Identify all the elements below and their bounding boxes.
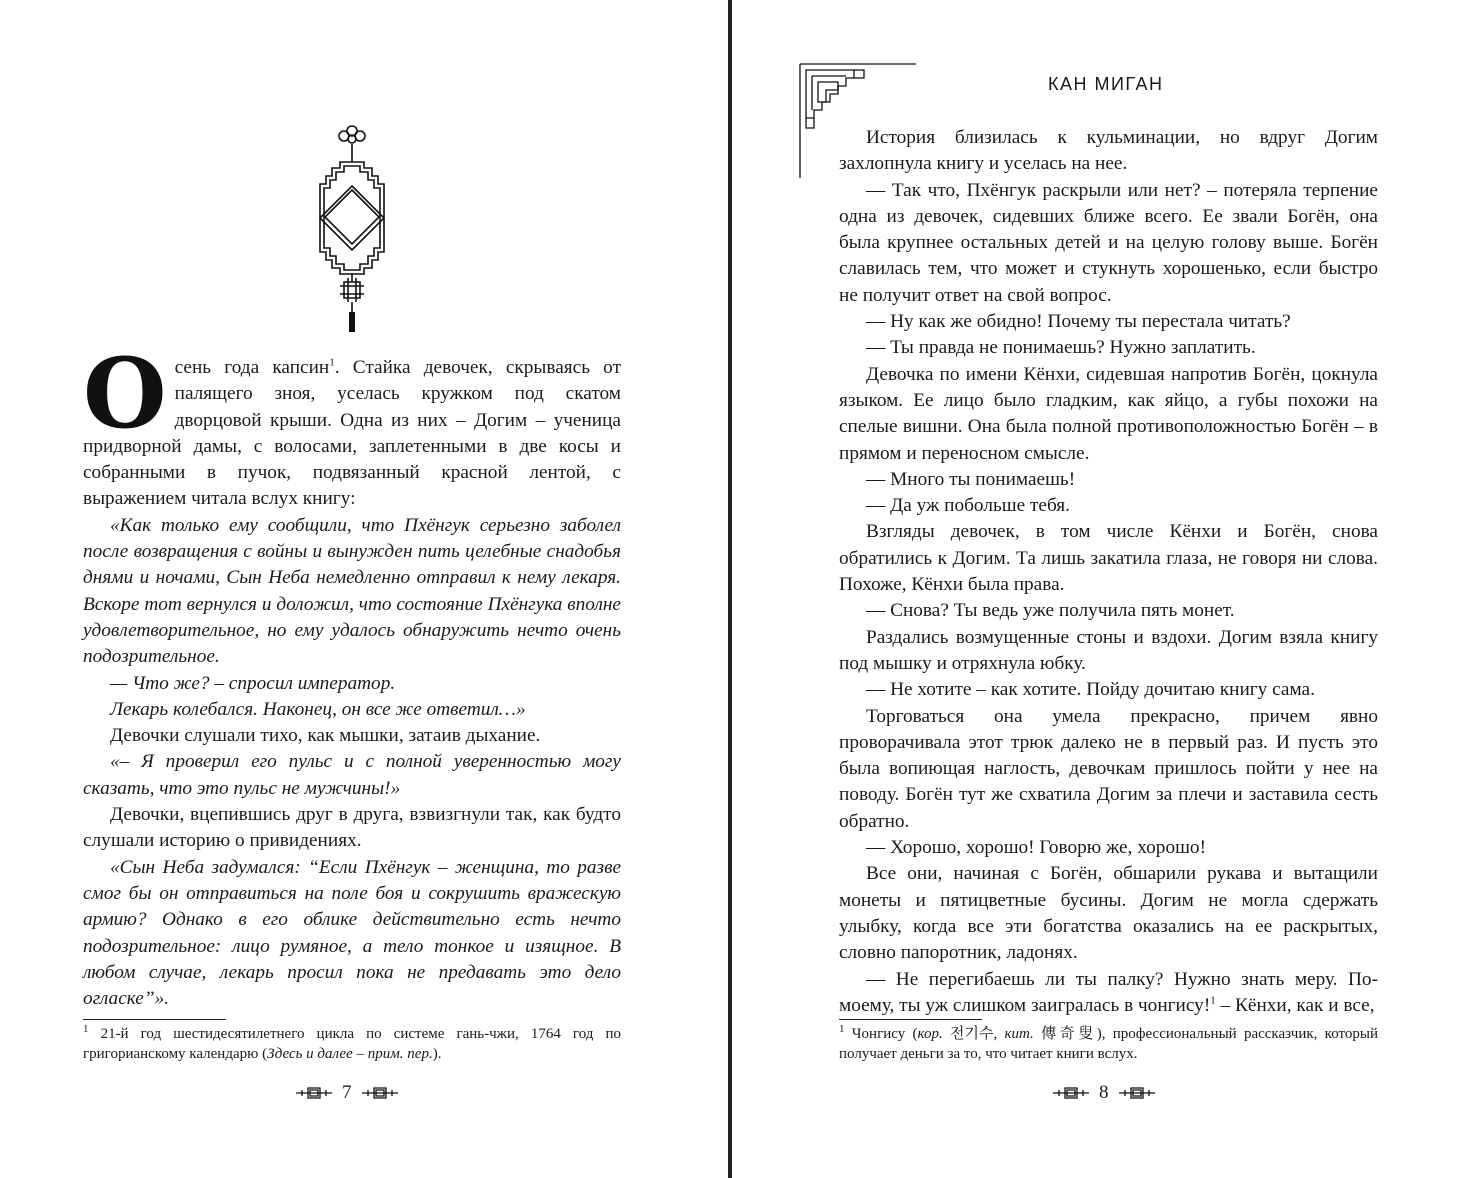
footnote-italic: Здесь и далее – прим. пер. bbox=[267, 1046, 433, 1062]
running-head: КАН МИГАН bbox=[1048, 74, 1164, 94]
text-run: — Не перегибаешь ли ты палку? Нужно знать меру. По-моему, ты уж слишком заигралась в чонгису! bbox=[839, 968, 1378, 1016]
footnote-rule bbox=[839, 1019, 982, 1020]
footnote-ref[interactable]: 1 bbox=[1210, 994, 1216, 1007]
page-number: 8 bbox=[1099, 1082, 1109, 1103]
text-run: – Кёнхи, как и все, bbox=[1215, 994, 1375, 1016]
paragraph: — Ну как же обидно! Почему ты перестала читать? bbox=[866, 311, 1291, 333]
paragraph: История близилась к кульминации, но вдруг Догим захлопнула книгу и уселась на нее. bbox=[839, 127, 1378, 175]
paragraph: Раздались возмущенные стоны и вздохи. Догим взяла книгу под мышку и отряхнула юбку. bbox=[839, 626, 1378, 674]
paragraph: Девочки слушали тихо, как мышки, затаив дыхание. bbox=[110, 725, 541, 747]
hanging-knot-ornament-icon bbox=[302, 122, 402, 334]
paragraph: Девочка по имени Кёнхи, сидевшая напротив Богён, цокнула языком. Ее лицо было гладким, как яйцо, а губы похожи на спелые вишни. Она была полной противоположностью Богён – в прямом и переносном смысле. bbox=[839, 363, 1378, 464]
right-page bbox=[732, 0, 1463, 1178]
footnote-number: 1 bbox=[839, 1023, 845, 1035]
page-number: 7 bbox=[342, 1082, 352, 1103]
paragraph: Взгляды девочек, в том числе Кёнхи и Богён, снова обратились к Догим. Та лишь закатила глаза, не говоря ни слова. Похоже, Кёнхи была права. bbox=[839, 521, 1378, 596]
paragraph: «– Я проверил его пульс и с полной уверенностью могу сказать, что это пульс не мужчины!» bbox=[83, 751, 621, 799]
footnote bbox=[83, 1024, 621, 1064]
paragraph: «Как только ему сообщили, что Пхёнгук серьезно заболел после возвращения с войны и вынужден пить целебные снадобья днями и ночами, Сын Неба немедленно отправил к нему лекаря. Вскоре тот вернулся и доложил, что состояние Пхёнгука вполне удовлетворительное, но ему удалось обнаружить нечто очень подозрительное. bbox=[83, 514, 621, 668]
left-page bbox=[0, 0, 728, 1178]
text-run: . Стайка девочек, скрываясь от палящего зноя, уселась кружком под скатом дворцовой крыши. Одна из них – Догим – ученица придворной дамы, с волосами, заплетенными в две косы и собранными в пучок, подвязанный красной лентой, с выражением читала вслух книгу: bbox=[83, 357, 621, 510]
footnote-text: Чонгису ( bbox=[844, 1026, 918, 1042]
paragraph: «Сын Неба задумался: “Если Пхёнгук – женщина, то разве смог бы он отправиться на поле боя и сокрушить вражескую армию? Однако в его облике действительно есть нечто подозрительное: лицо румяное, а тело тонкое и изящное. В любом случае, лекарь просил пока не предавать это дело огласке”». bbox=[83, 856, 621, 1010]
footnote-number: 1 bbox=[83, 1023, 89, 1035]
paragraph: — Что же? – спросил император. bbox=[110, 672, 396, 694]
knot-ornament-icon bbox=[1119, 1086, 1155, 1100]
footnote-ref[interactable]: 1 bbox=[329, 356, 335, 369]
footnote bbox=[839, 1024, 1378, 1064]
footnote-italic: кор. bbox=[917, 1026, 943, 1042]
right-body-text bbox=[839, 125, 1378, 1019]
text-run: сень года капсин bbox=[174, 357, 330, 378]
footnote-text: ), профессиональный рассказчик, который получает деньги за то, что читает книги вслух. bbox=[839, 1026, 1378, 1062]
footnote-text: ). bbox=[432, 1046, 442, 1062]
paragraph: Девочки, вцепившись друг в друга, взвизгнули так, как будто слушали историю о привидениях. bbox=[83, 804, 621, 852]
footnote-text: 傳奇叟 bbox=[1033, 1026, 1097, 1042]
paragraph bbox=[839, 967, 1378, 1020]
page-number-block bbox=[1053, 1082, 1155, 1104]
paragraph: — Да уж побольше тебя. bbox=[866, 495, 1070, 517]
footnote-text: 21-й год шестидесятилетнего цикла по системе гань-чжи, 1764 год по григорианскому календарю ( bbox=[83, 1026, 621, 1062]
paragraph: — Снова? Ты ведь уже получила пять монет. bbox=[866, 600, 1235, 622]
paragraph: — Хорошо, хорошо! Говорю же, хорошо! bbox=[866, 837, 1206, 859]
paragraph: Лекарь колебался. Наконец, он все же ответил…» bbox=[110, 698, 526, 720]
page-number-block bbox=[296, 1082, 398, 1104]
drop-cap: О bbox=[83, 337, 167, 450]
paragraph: Торговаться она умела прекрасно, причем явно проворачивала этот трюк далеко не в первый раз. И пусть это была вопиющая наглость, девочкам пришлось пойти у нее на поводу. Богён тут же схватила Догим за плечи и заставила сесть обратно. bbox=[839, 705, 1378, 832]
paragraph: Все они, начиная с Богён, обшарили рукава и вытащили монеты и пятицветные бусины. Догим не могла сдержать улыбку, когда все эти богатства оказались на ее раскрытых, словно папоротник, ладонях. bbox=[839, 863, 1378, 964]
knot-ornament-icon bbox=[1053, 1086, 1089, 1100]
footnote-text: 전기수, bbox=[942, 1026, 1005, 1042]
footnote-rule bbox=[83, 1019, 226, 1020]
opening-paragraph bbox=[83, 337, 621, 513]
paragraph: — Ты правда не понимаешь? Нужно заплатить. bbox=[866, 337, 1256, 359]
knot-ornament-icon bbox=[362, 1086, 398, 1100]
paragraph: — Так что, Пхёнгук раскрыли или нет? – потеряла терпение одна из девочек, сидевших ближе всего. Ее звали Богён, она была крупнее остальных детей и на целую голову выше. Богён славилась тем, что может и стукнуть хорошенько, если быстро не получит ответ на свой вопрос. bbox=[839, 179, 1378, 306]
left-body-text bbox=[83, 337, 621, 1012]
paragraph: — Не хотите – как хотите. Пойду дочитаю книгу сама. bbox=[866, 679, 1315, 701]
paragraph: — Много ты понимаешь! bbox=[866, 468, 1076, 490]
knot-ornament-icon bbox=[296, 1086, 332, 1100]
footnote-italic: кит. bbox=[1004, 1026, 1034, 1042]
